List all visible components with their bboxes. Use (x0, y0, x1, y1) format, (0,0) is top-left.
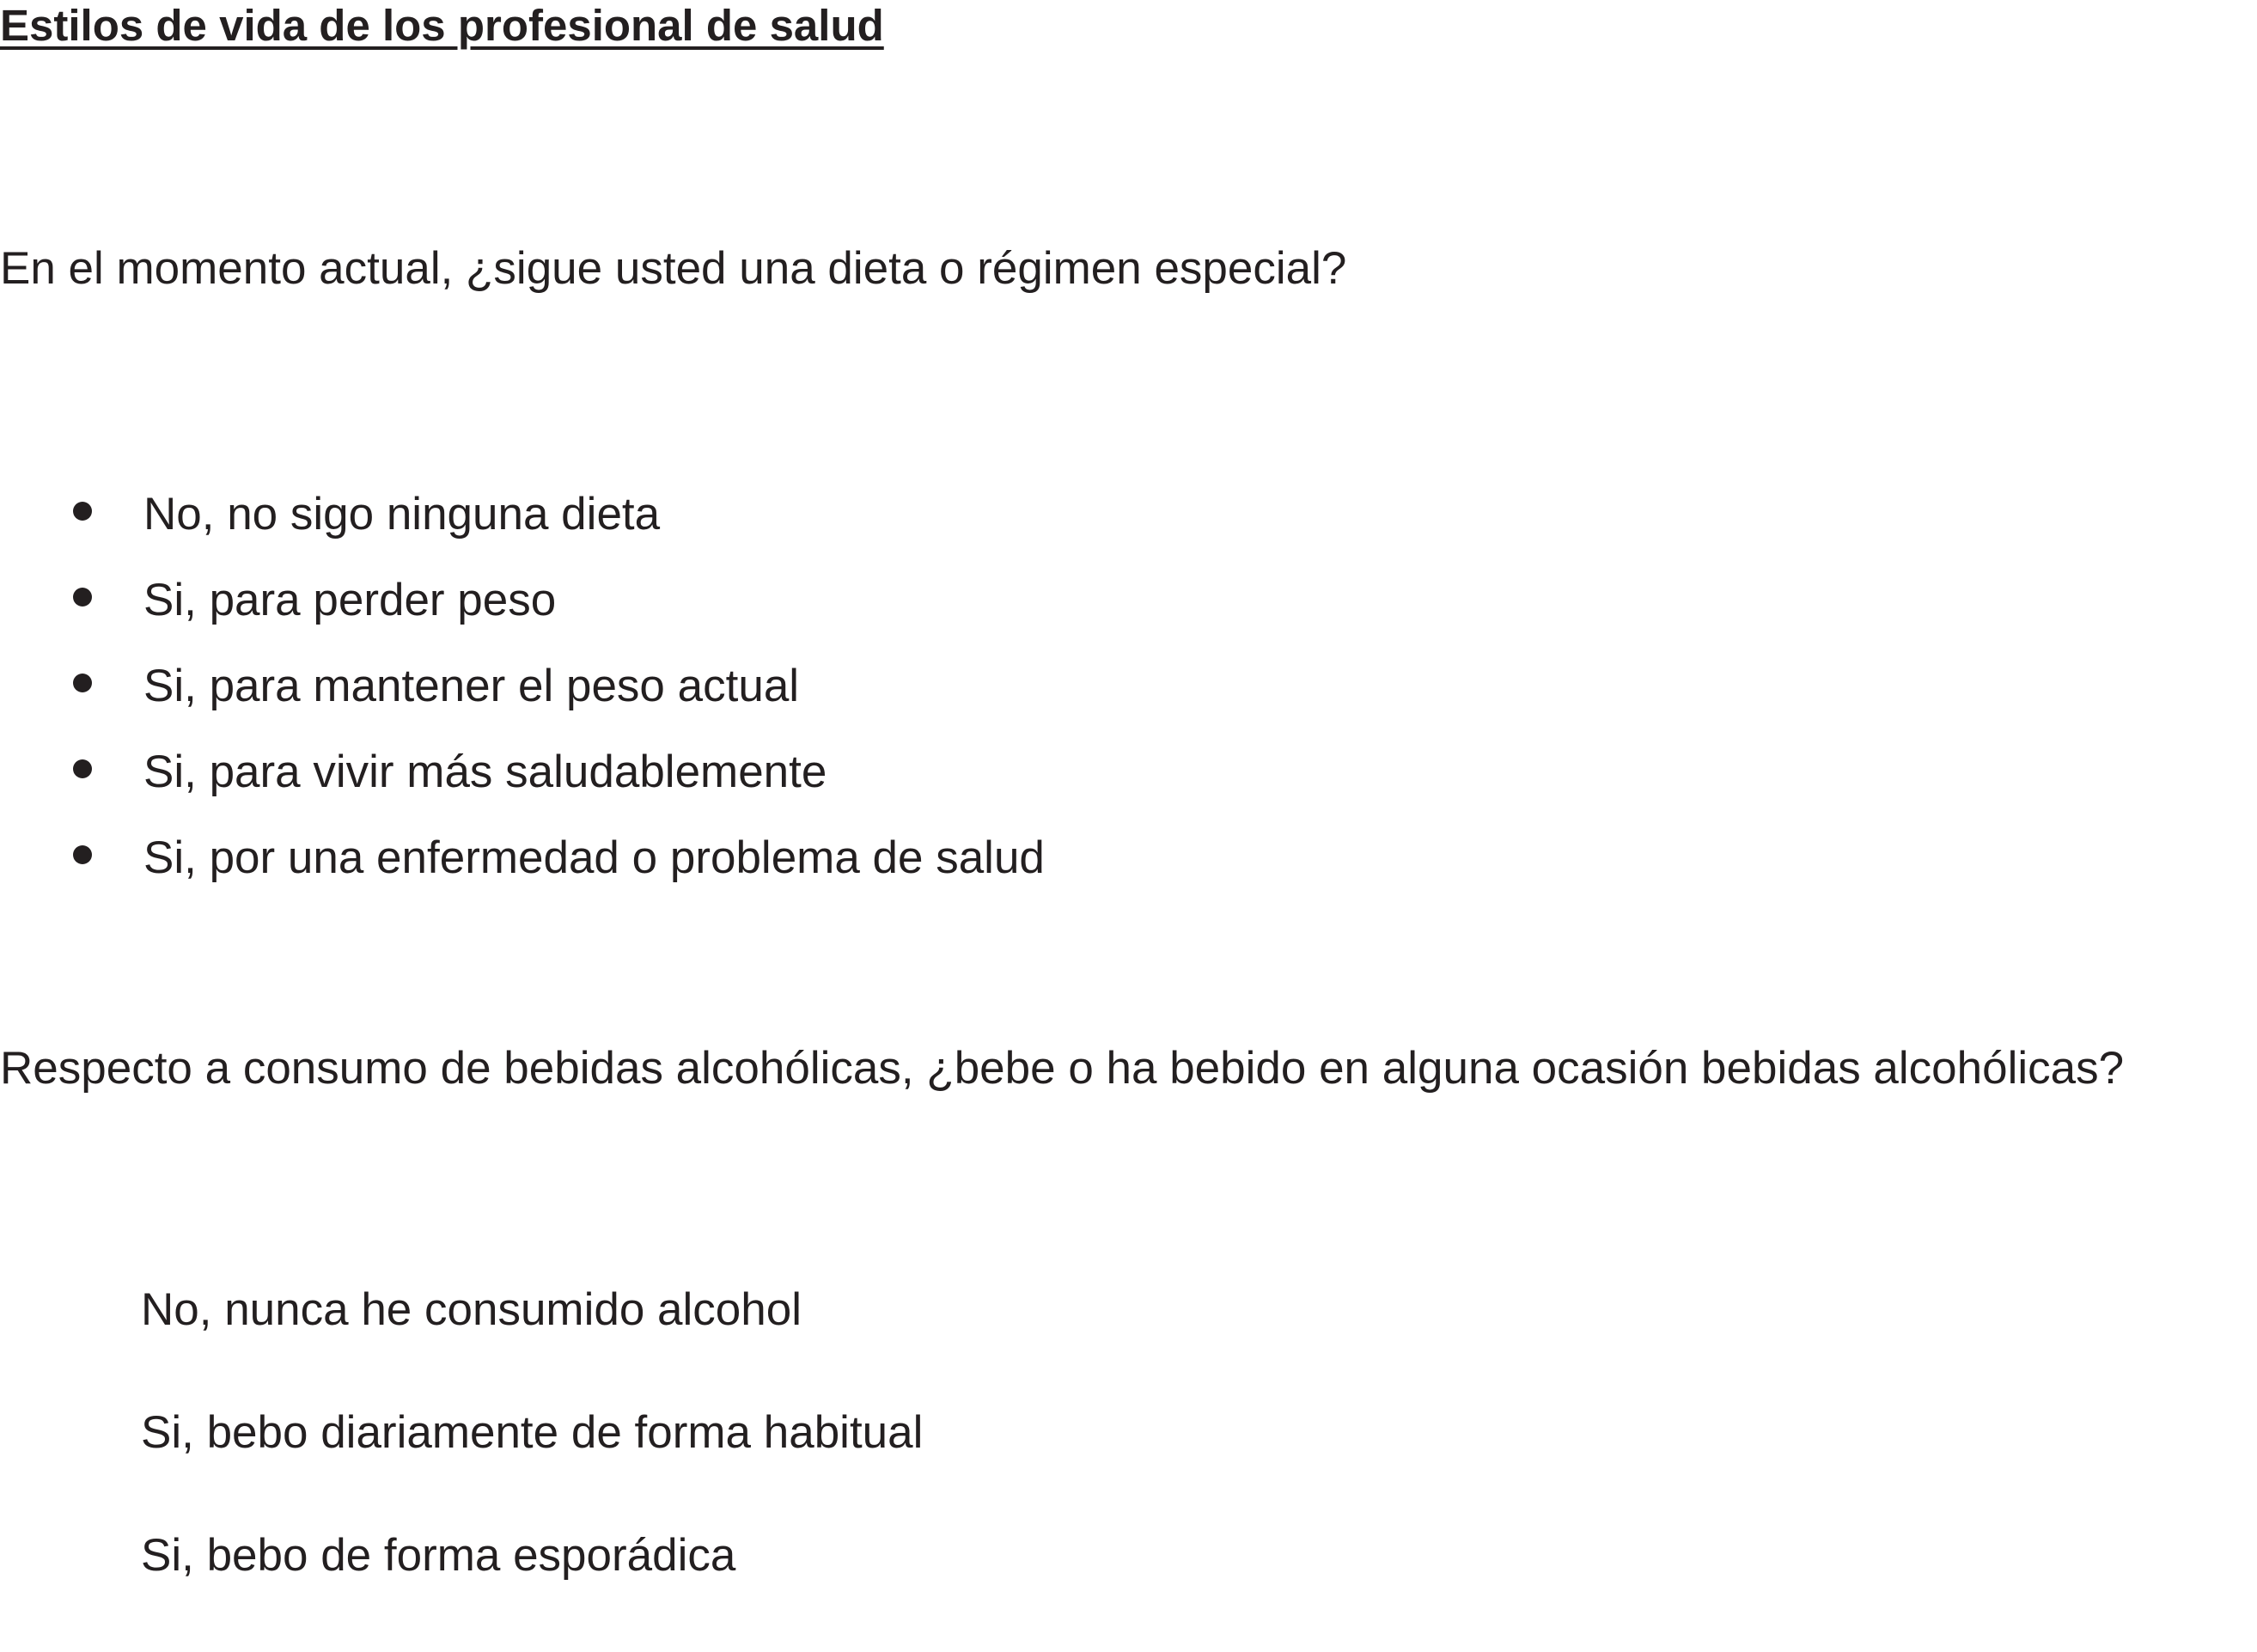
list-item (0, 660, 1045, 746)
option-label: Si, bebo diariamente de forma habitual (141, 1407, 924, 1458)
option-label: Si, para perder peso (143, 575, 557, 625)
alcohol-options-list (141, 1283, 923, 1652)
document-title: Estilos de vida de los profesional de salud (0, 1, 884, 50)
option-label: No, no sigo ninguna dieta (143, 489, 661, 539)
list-item (0, 488, 1045, 574)
list-item (0, 832, 1045, 917)
bullet-icon (73, 674, 92, 692)
diet-options-list (0, 488, 1045, 917)
option-label: No, nunca he consumido alcohol (141, 1284, 802, 1335)
question-alcohol: Respecto a consumo de bebidas alcohólicas, ¿bebe o ha bebido en alguna ocasión bebidas alcohólicas? (0, 1043, 2125, 1094)
question-diet: En el momento actual, ¿sigue usted una dieta o régimen especial? (0, 243, 1347, 294)
option-label: Si, por una enfermedad o problema de salud (143, 832, 1045, 883)
list-item (0, 746, 1045, 832)
option-label: Si, bebo de forma esporádica (141, 1530, 736, 1581)
bullet-icon (73, 502, 92, 521)
bullet-icon (73, 759, 92, 778)
list-item (141, 1529, 923, 1652)
bullet-icon (73, 845, 92, 864)
list-item (141, 1406, 923, 1529)
list-item (0, 574, 1045, 660)
bullet-icon (73, 588, 92, 607)
list-item (141, 1283, 923, 1406)
option-label: Si, para vivir más saludablemente (143, 747, 827, 797)
option-label: Si, para mantener el peso actual (143, 661, 800, 711)
